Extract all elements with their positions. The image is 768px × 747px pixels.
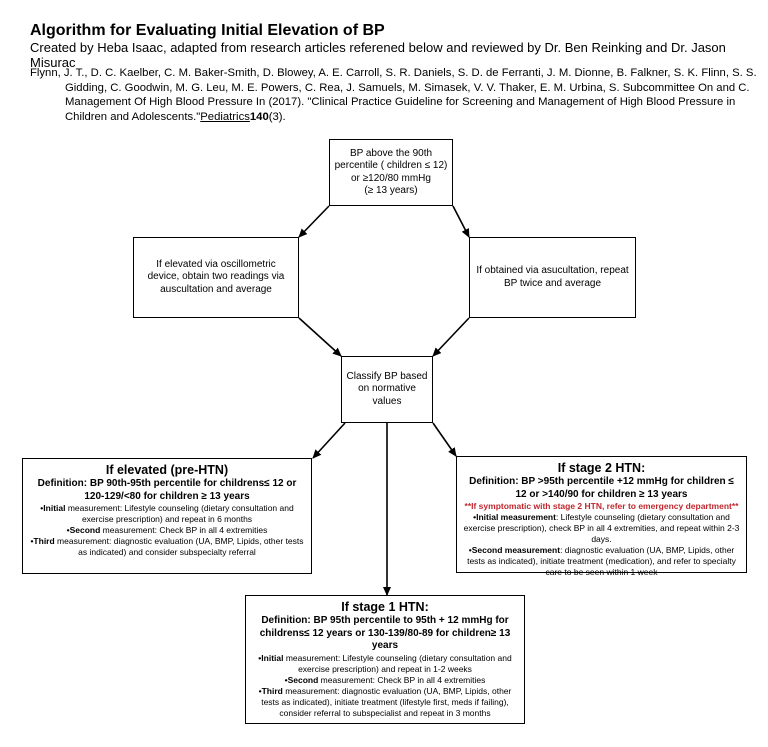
start-line-2: percentile ( children ≤ 12): [334, 160, 448, 171]
stage1-second: •Second measurement: Check BP in all 4 extremities: [284, 674, 486, 685]
page-subtitle: Created by Heba Isaac, adapted from research articles referened below and reviewed by Dr. Ben Reinking and Dr. Jason Misurac: [30, 40, 726, 70]
stage2-node: [456, 456, 747, 577]
arrow-oscillometric-to-classify: [299, 318, 341, 356]
classify-line-3: values: [372, 395, 402, 407]
stage1-second-label: •Second: [284, 674, 319, 685]
auscultation-text: If obtained via asucultation, repeat BP twice and average: [476, 265, 629, 289]
stage2-second: •Second measurement: diagnostic evaluation (UA, BMP, Lipids, other tests as indicated), initiate treatment (medication), and refer to specialty care to be seen within 1 week: [467, 545, 736, 577]
classify-line-2: on normative: [358, 383, 416, 395]
citation-journal-link[interactable]: Pediatrics: [200, 110, 250, 123]
arrow-auscultation-to-classify: [433, 318, 469, 356]
start-line-3: or ≥120/80 mmHg: [351, 172, 431, 184]
stage1-initial-label: •Initial: [258, 652, 284, 663]
stage2-heading: If stage 2 HTN:: [557, 461, 646, 475]
stage2-definition: Definition: BP >95th percentile +12 mmHg for children ≤ 12 or >140/90 for children ≥ 13 years: [469, 476, 734, 500]
page-title: Algorithm for Evaluating Initial Elevation of BP: [30, 22, 385, 39]
stage1-node: [245, 595, 525, 724]
elevated-initial-label: •Initial: [40, 503, 66, 513]
elevated-second: •Second measurement: Check BP in all 4 extremities: [66, 525, 268, 535]
citation-volume: 140: [249, 110, 269, 123]
stage2-initial-label: •Initial measurement: [473, 512, 556, 522]
stage2-emergency-warning: **If symptomatic with stage 2 HTN, refer to emergency department**: [464, 501, 739, 511]
elevated-third: •Third measurement: diagnostic evaluation (UA, BMP, Lipids, other tests as indicated) and consider subspecialty referral: [30, 536, 304, 557]
oscillometric-node: [133, 237, 299, 318]
arrow-classify-to-elevated: [313, 423, 345, 458]
stage1-third: •Third measurement: diagnostic evaluation (UA, BMP, Lipids, other tests as indicated), initiate treatment (lifestyle first, meds if failing), consider referral to subspecialist and repeat in 3 months: [258, 685, 512, 718]
citation-issue: (3).: [268, 110, 286, 123]
start-node: [329, 139, 453, 206]
oscillometric-text: If elevated via oscillometric device, obtain two readings via auscultation and average: [147, 258, 285, 295]
elevated-third-label: •Third: [30, 536, 55, 546]
elevated-node: [22, 458, 312, 574]
arrow-classify-to-stage2: [433, 423, 456, 456]
citation-text: Flynn, J. T., D. C. Kaelber, C. M. Baker-Smith, D. Blowey, A. E. Carroll, S. R. Daniels, S. D. de Ferranti, J. M. Dionne, B. Falkner, S. K. Flinn, S. S. Gidding, C. Goodwin, M. G. Leu, M. E. Powers, C. Rea, J. Samuels, M. Simasek, V. V. Thaker, E. M. Urbina, S. Subcommittee On and C. Management Of High Blood Pressure In (2017). "Clinical Practice Guideline for Screening and Management of High Blood Pressure in Children and Adolescents.": [30, 67, 757, 123]
stage2-initial: •Initial measurement: Lifestyle counseling (dietary consultation and exercise prescription), check BP in all 4 extremities, and repeat within 2-3 days.: [463, 512, 740, 544]
start-line-4: (≥ 13 years): [364, 185, 418, 196]
elevated-second-label: •Second: [66, 525, 101, 535]
elevated-definition: Definition: BP 90th-95th percentile for childrens≤ 12 or 120-129/<80 for children ≥ 13 years: [37, 478, 297, 502]
arrow-start-to-oscillometric: [299, 206, 329, 237]
stage1-heading: If stage 1 HTN:: [341, 600, 429, 614]
stage1-third-label: •Third: [258, 685, 283, 696]
arrow-start-to-auscultation: [453, 206, 469, 237]
stage1-definition: Definition: BP 95th percentile to 95th + 12 mmHg for childrens≤ 12 years or 130-139/80-89 for children≥ 13 years: [259, 615, 511, 651]
stage2-second-label: •Second measurement: [468, 545, 561, 555]
elevated-initial: •Initial measurement: Lifestyle counseling (dietary consultation and exercise prescription) and repeat in 6 months: [40, 503, 294, 524]
start-line-1: BP above the 90th: [349, 147, 433, 159]
classify-node: [341, 356, 433, 423]
auscultation-node: [469, 237, 636, 318]
classify-line-1: Classify BP based: [346, 370, 428, 382]
stage1-initial: •Initial measurement: Lifestyle counseling (dietary consultation and exercise prescription) and repeat in 1-2 weeks: [258, 652, 512, 674]
elevated-heading: If elevated (pre-HTN): [105, 463, 229, 477]
